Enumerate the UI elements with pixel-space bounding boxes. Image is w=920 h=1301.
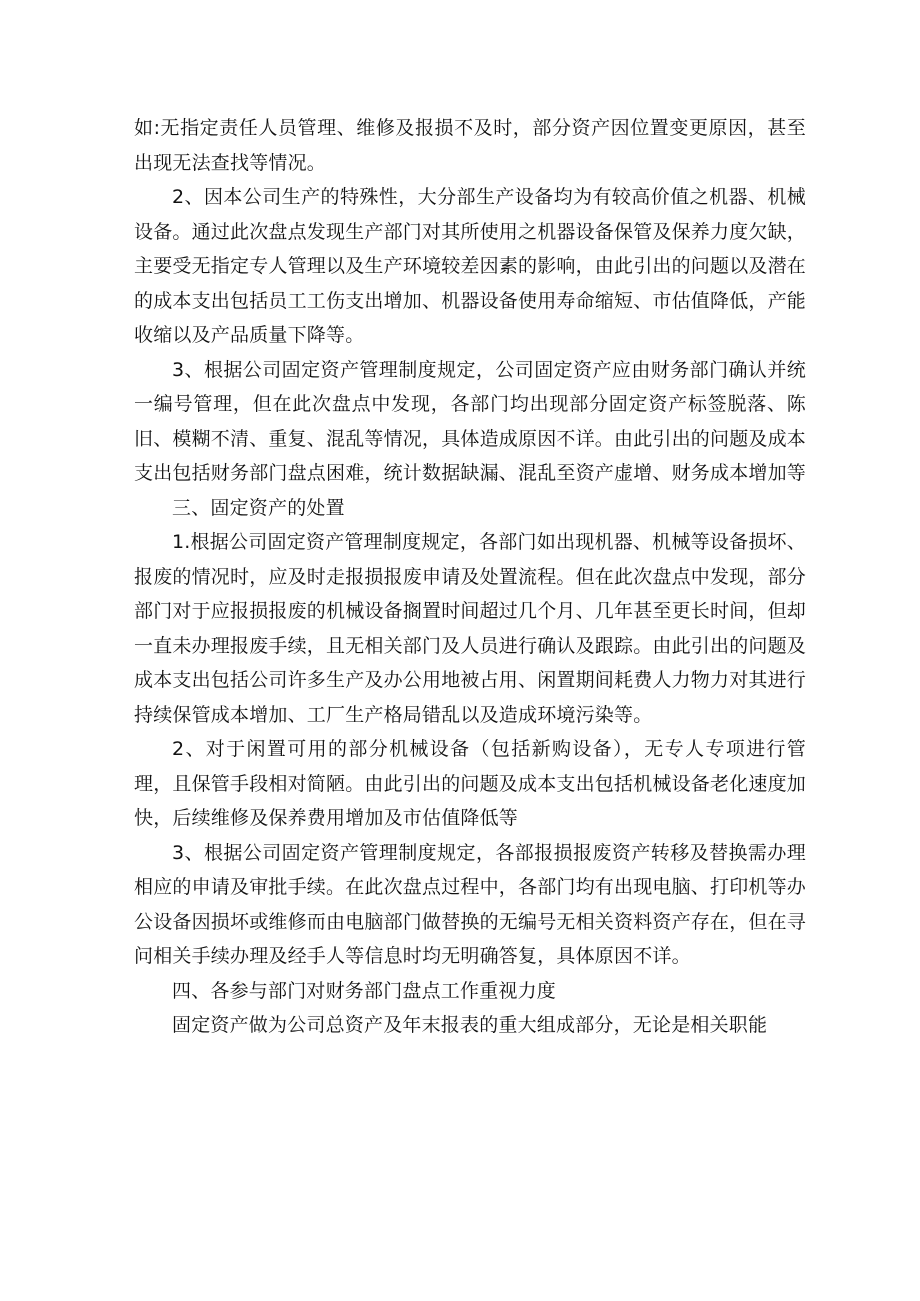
paragraph-item-2-equipment-maintenance: 2、因本公司生产的特殊性，大分部生产设备均为有较高价值之机器、机械设备。通过此次盘点发现生产部门对其所使用之机器设备保管及保养力度欠缺，主要受无指定专人管理以及生产环境较差因素的影响，由此引出的问题以及潜在的成本支出包括员工工伤支出增加、机器设备使用寿命缩短、市估值降低，产能收缩以及产品质量下降等。 — [134, 186, 807, 346]
paragraph-item-3-asset-labels: 3、根据公司固定资产管理制度规定，公司固定资产应由财务部门确认并统一编号管理，但在此次盘点中发现，各部门均出现部分固定资产标签脱落、陈旧、模糊不清、重复、混乱等情况，具体造成原因不详。由此引出的问题及成本支出包括财务部门盘点困难，统计数据缺漏、混乱至资产虚增、财务成本增加等 — [134, 358, 807, 484]
paragraph-attention-intro: 固定资产做为公司总资产及年末报表的重大组成部分，无论是相关职能 — [172, 1014, 768, 1036]
section-heading-4-attention: 四、各参与部门对财务部门盘点工作重视力度 — [172, 979, 557, 1002]
paragraph-disposal-item-1: 1.根据公司固定资产管理制度规定，各部门如出现机器、机械等设备损坏、报废的情况时，应及时走报损报废申请及处置流程。但在此次盘点中发现，部分部门对于应报损报废的机械设备搁置时间超过几个月、几年甚至更长时间，但却一直未办理报废手续，且无相关部门及人员进行确认及跟踪。由此引出的问题及成本支出包括公司许多生产及办公用地被占用、闲置期间耗费人力物力对其进行持续保管成本增加、工厂生产格局错乱以及造成环境污染等。 — [134, 531, 807, 726]
section-heading-3-disposal: 三、固定资产的处置 — [172, 496, 345, 519]
document-body — [134, 111, 806, 1043]
paragraph-intro-continuation: 如:无指定责任人员管理、维修及报损不及时，部分资产因位置变更原因，甚至出现无法查找等情况。 — [134, 117, 806, 174]
paragraph-disposal-item-2: 2、对于闲置可用的部分机械设备（包括新购设备），无专人专项进行管理，且保管手段相对简陋。由此引出的问题及成本支出包括机械设备老化速度加快，后续维修及保养费用增加及市估值降低等 — [134, 738, 807, 829]
paragraph-disposal-item-3: 3、根据公司固定资产管理制度规定，各部报损报废资产转移及替换需办理相应的申请及审批手续。在此次盘点过程中，各部门均有出现电脑、打印机等办公设备因损坏或维修而由电脑部门做替换的无编号无相关资料资产存在，但在寻问相关手续办理及经手人等信息时均无明确答复，具体原因不详。 — [134, 841, 807, 967]
